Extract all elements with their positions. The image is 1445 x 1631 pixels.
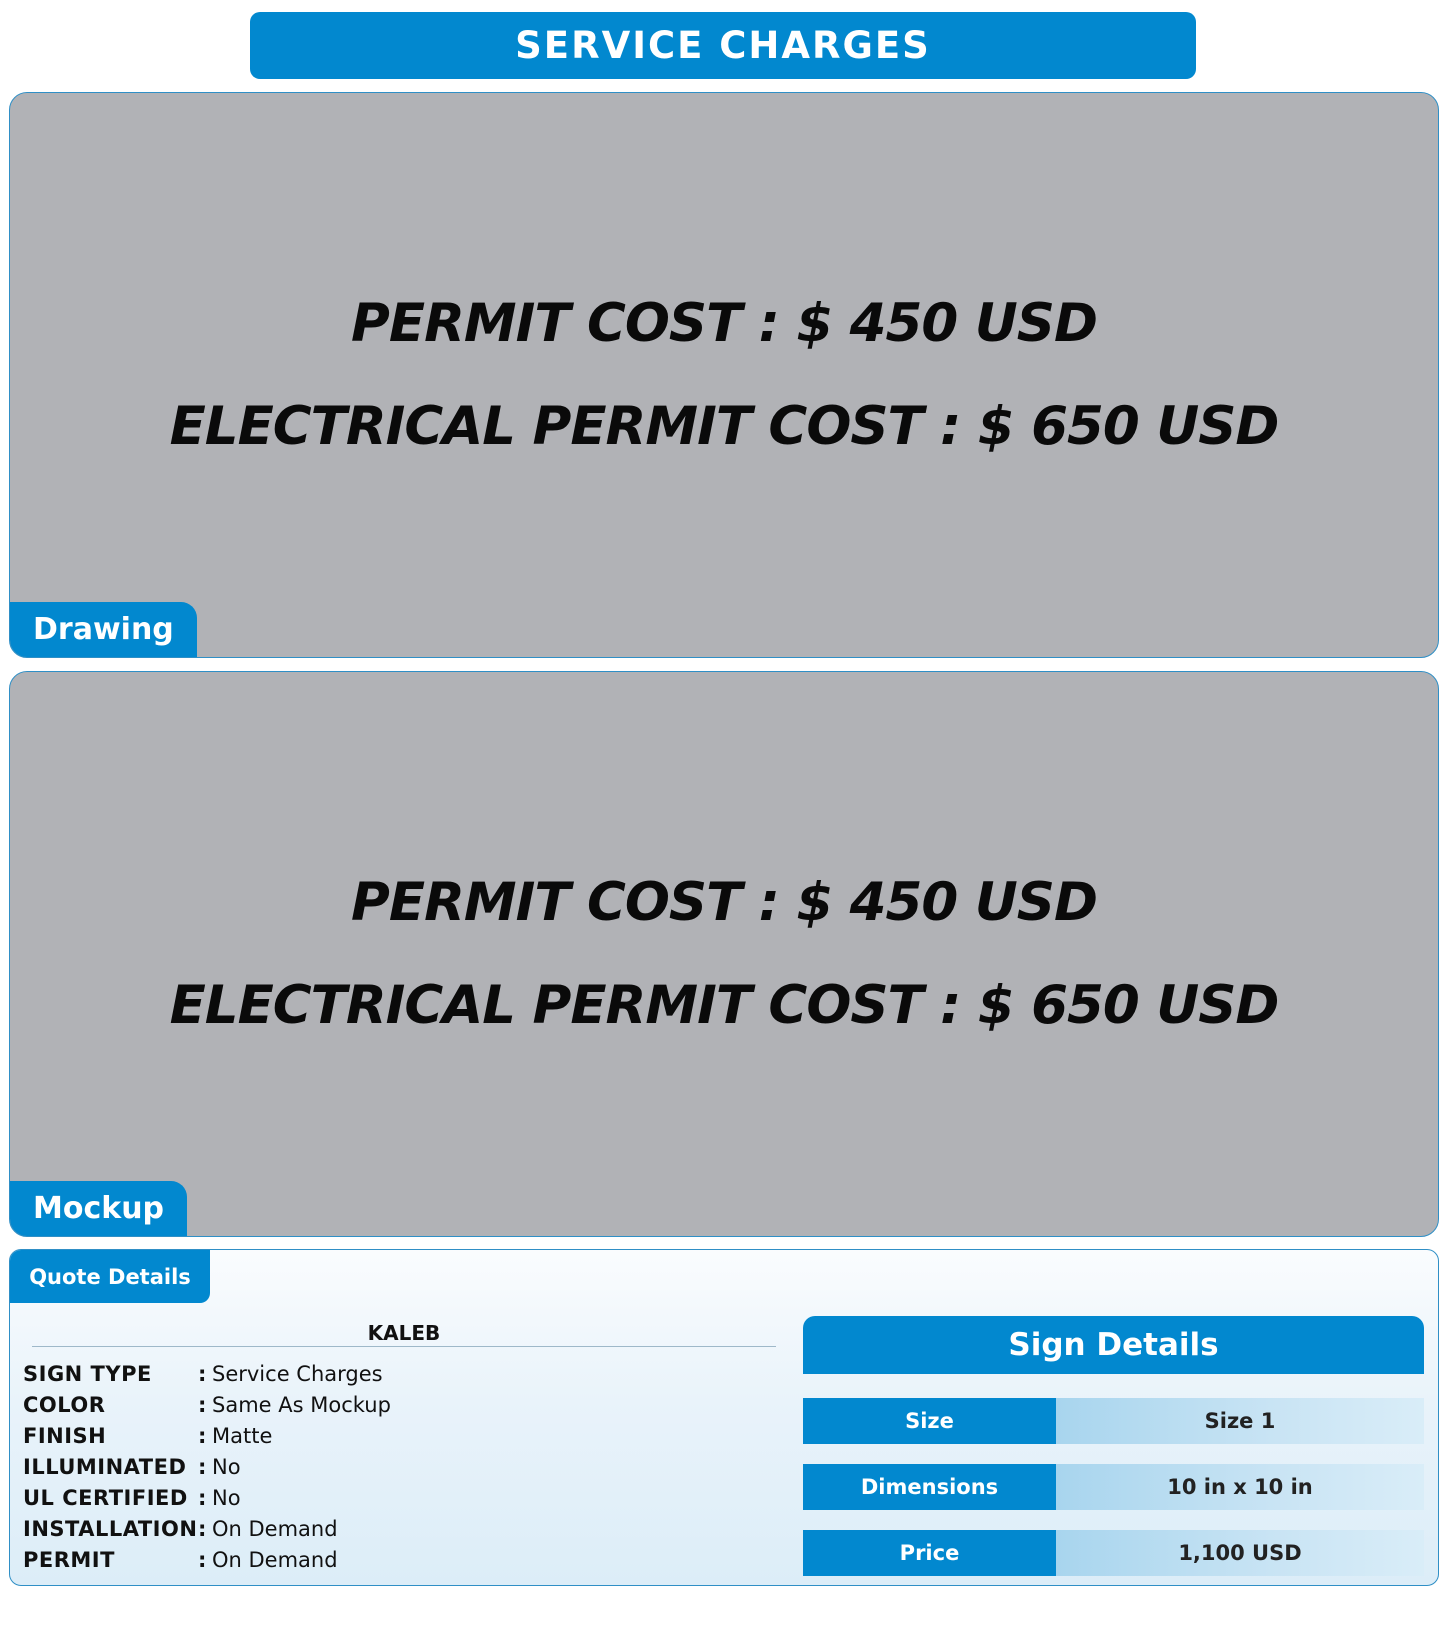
quote-details-panel [9,1249,1439,1586]
sign-detail-row-size [803,1398,1424,1444]
spec-label: PERMIT [23,1547,115,1572]
spec-colon: : [198,1423,207,1448]
sign-detail-value: 1,100 USD [1056,1530,1424,1576]
spec-label: FINISH [23,1423,107,1448]
spec-label: SIGN TYPE [23,1361,152,1386]
drawing-permit-cost: PERMIT COST : $ 450 USD [351,293,1097,354]
spec-value: On Demand [212,1516,338,1541]
mockup-permit-cost: PERMIT COST : $ 450 USD [351,872,1097,933]
spec-value: Same As Mockup [212,1392,391,1417]
spec-label: INSTALLATION [23,1516,198,1541]
spec-label: UL CERTIFIED [23,1485,188,1510]
page-title: SERVICE CHARGES [250,12,1196,79]
mockup-tab: Mockup [10,1181,187,1236]
spec-colon: : [198,1392,207,1417]
sign-detail-label: Size [803,1398,1056,1444]
spec-value: Matte [212,1423,273,1448]
customer-name: KALEB [32,1321,776,1347]
quote-details-tab: Quote Details [10,1250,210,1303]
spec-row [23,1513,391,1544]
spec-colon: : [198,1516,207,1541]
drawing-electrical-permit-cost: ELECTRICAL PERMIT COST : $ 650 USD [169,396,1279,457]
spec-colon: : [198,1547,207,1572]
spec-colon: : [198,1361,207,1386]
sign-detail-row-dimensions [803,1464,1424,1510]
spec-label: ILLUMINATED [23,1454,187,1479]
sign-details-header: Sign Details [803,1316,1424,1374]
spec-value: On Demand [212,1547,338,1572]
spec-row [23,1544,391,1575]
mockup-panel [9,671,1439,1237]
drawing-panel [9,92,1439,658]
spec-value: No [212,1485,241,1510]
spec-row [23,1451,391,1482]
sign-detail-label: Price [803,1530,1056,1576]
spec-colon: : [198,1454,207,1479]
sign-detail-label: Dimensions [803,1464,1056,1510]
spec-row [23,1389,391,1420]
spec-value: Service Charges [212,1361,383,1386]
spec-list [23,1358,391,1575]
spec-colon: : [198,1485,207,1510]
spec-row [23,1482,391,1513]
spec-row [23,1420,391,1451]
sign-detail-row-price [803,1530,1424,1576]
sign-detail-value: Size 1 [1056,1398,1424,1444]
spec-value: No [212,1454,241,1479]
drawing-tab: Drawing [10,602,197,657]
mockup-electrical-permit-cost: ELECTRICAL PERMIT COST : $ 650 USD [169,975,1279,1036]
spec-label: COLOR [23,1392,106,1417]
sign-detail-value: 10 in x 10 in [1056,1464,1424,1510]
spec-row [23,1358,391,1389]
